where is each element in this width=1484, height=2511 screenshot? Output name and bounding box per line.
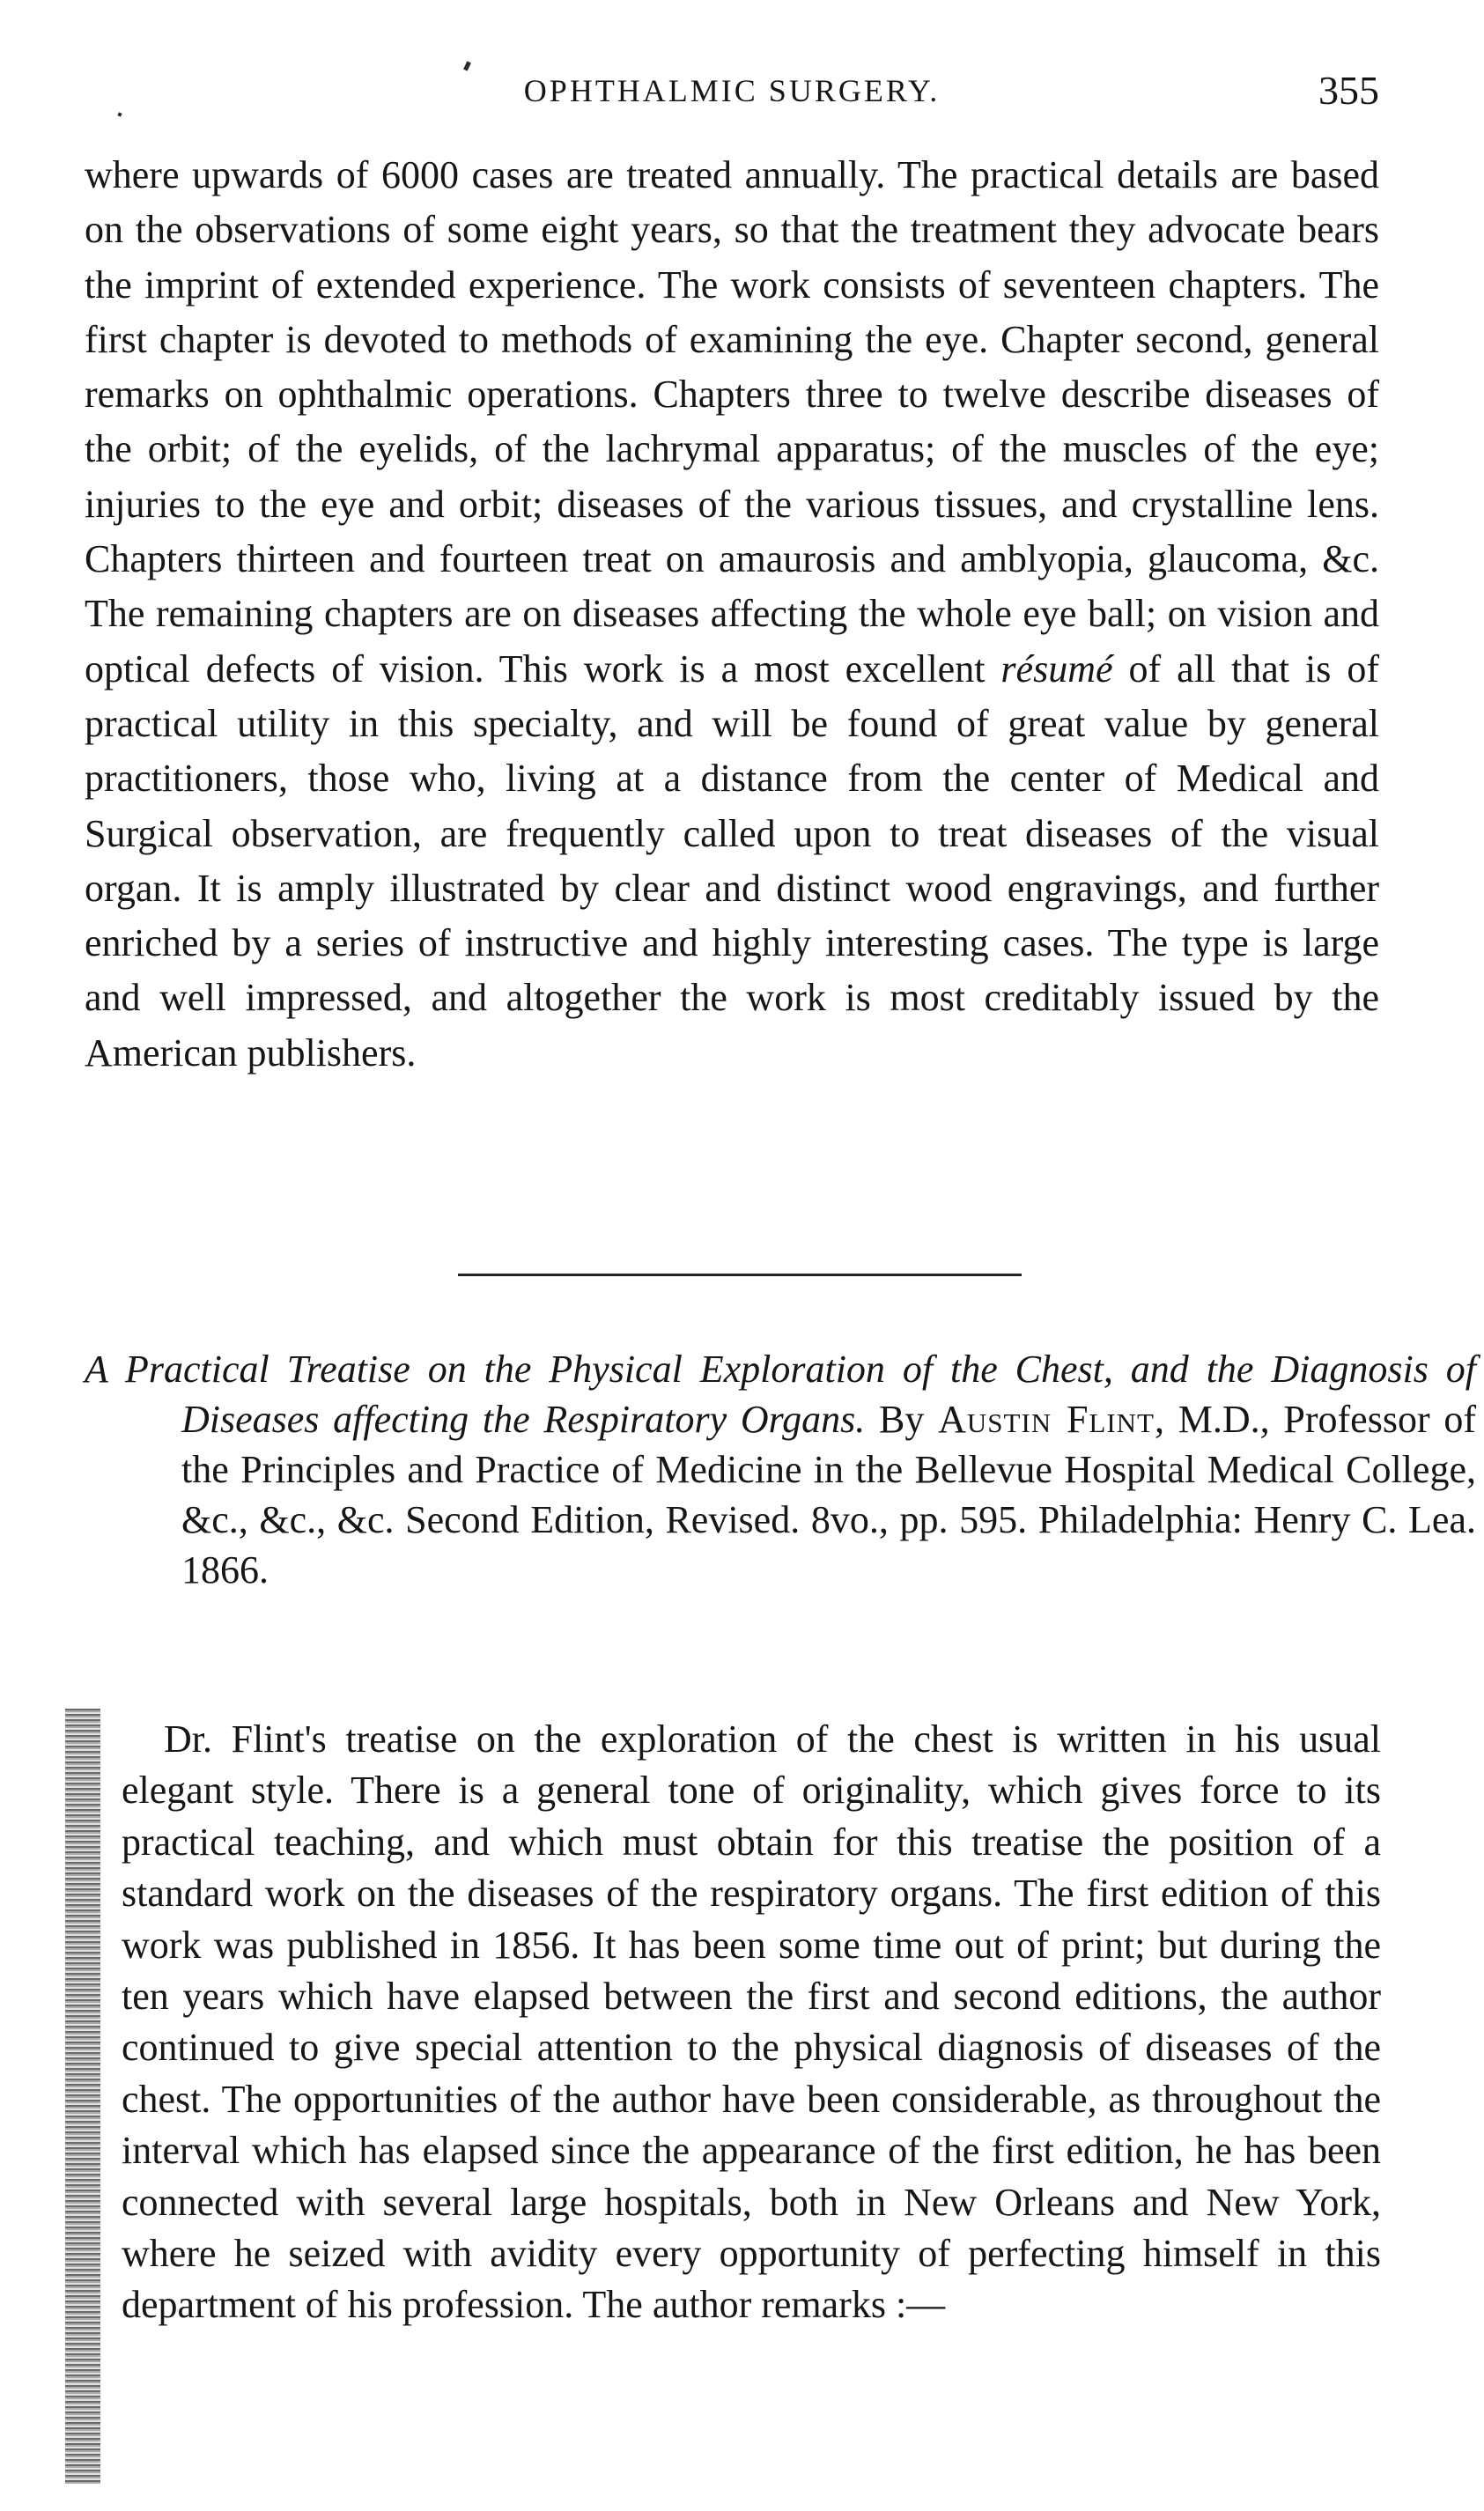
review-new xyxy=(122,1714,1381,2331)
review-italic-term: résumé xyxy=(1000,646,1113,691)
running-head: OPHTHALMIC SURGERY. xyxy=(523,73,941,108)
citation-by: By xyxy=(879,1398,925,1441)
book-citation xyxy=(85,1344,1476,1595)
author-name: Austin Flint xyxy=(938,1398,1155,1441)
review-continued-paragraph xyxy=(85,148,1379,1081)
section-divider xyxy=(458,1274,1022,1276)
page-number: 355 xyxy=(1318,68,1379,113)
review-text-part2: of all that is of practical utility in this specialty, and will be found of great value by general practitioners, those who, living at a distance from the center of Medical and Surgical observation, are frequently called upon to treat diseases of the visual organ. It is amply illustrated by clear and distinct wood engravings, and further enriched by a series of instructive and highly interesting cases. The type is large and well impressed, and altogether the work is most creditably issued by the American publishers. xyxy=(85,646,1380,1075)
book-title: A Practical Treatise on the Physical Exploration of the Chest, and the Diagnosis of Diseases affecting the Respiratory Organs. xyxy=(85,1348,1476,1441)
scan-gutter-shadow xyxy=(65,1709,100,2484)
review-text-part1: where upwards of 6000 cases are treated annually. The practical details are based on the observations of some eight years, so that the treatment they advocate bears the imprint of extended experience. The work consists of seventeen chapters. The first chapter is devoted to methods of examining the eye. Chapter second, general remarks on ophthalmic operations. Chapters three to twelve describe diseases of the orbit; of the eyelids, of the lachrymal apparatus; of the muscles of the eye; injuries to the eye and orbit; diseases of the various tissues, and crystalline lens. Chapters thirteen and fourteen treat on amaurosis and amblyopia, glaucoma, &c. The remaining chapters are on diseases affecting the whole eye ball; on vision and optical defects of vision. This work is a most excellent xyxy=(85,153,1379,691)
ink-speck xyxy=(463,61,471,70)
page-header xyxy=(85,68,1379,125)
review-continued xyxy=(85,148,1379,1081)
review-new-paragraph: Dr. Flint's treatise on the exploration of the chest is written in his usual elegant style. There is a general tone of originality, which gives force to its practical teaching, and which must obtain for this treatise the position of a standard work on the diseases of the respiratory organs. The first edition of this work was published in 1856. It has been some time out of print; but during the ten years which have elapsed between the first and second editions, the author continued to give special attention to the physical diagnosis of diseases of the chest. The opportunities of the author have been considerable, as throughout the interval which has elapsed since the appearance of the first edition, he has been connected with several large hospitals, both in New Orleans and New York, where he seized with avidity every opportunity of perfecting himself in this department of his profession. The author remarks :— xyxy=(122,1717,1381,2327)
citation-details: , M.D., Professor of the Principles and Practice of Medicine in the Bellevue Hospital Medical College, &c., &c., &c. Second Edition, Revised. 8vo., pp. 595. Philadelphia: Henry C. Lea. 1866. xyxy=(181,1398,1476,1592)
